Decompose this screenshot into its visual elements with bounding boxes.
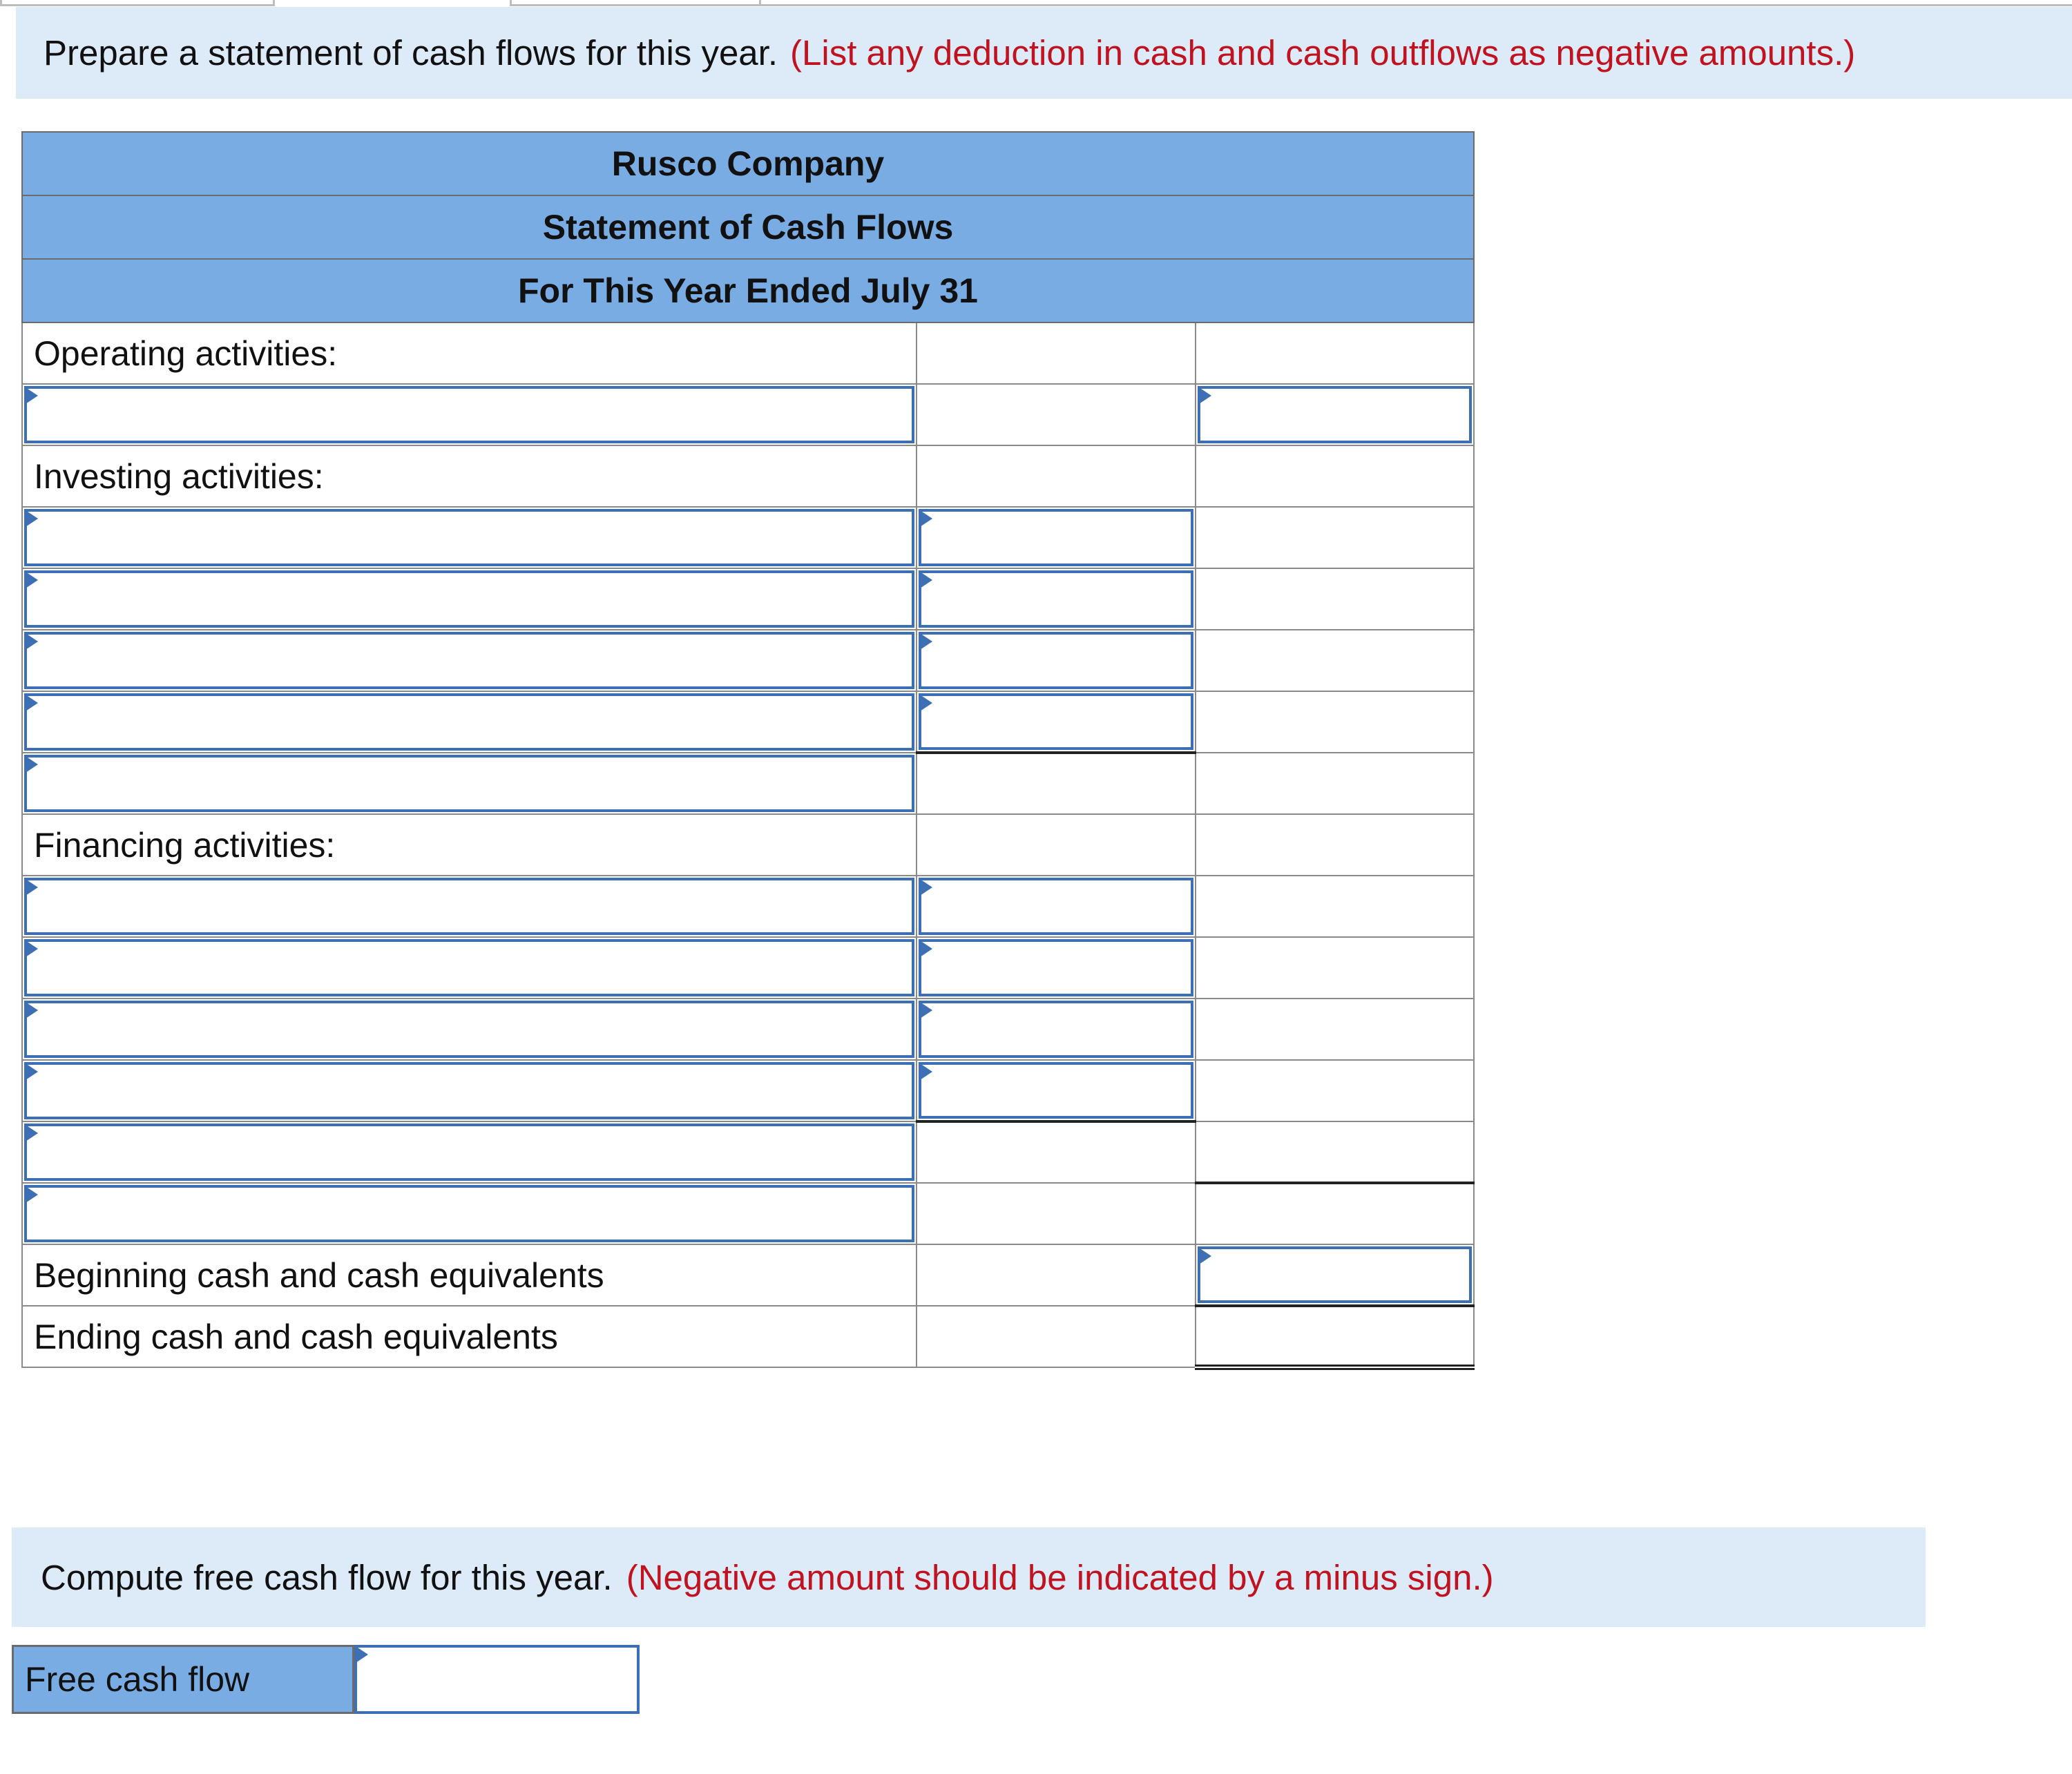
ending-cash-row [22, 1306, 1474, 1367]
free-cash-flow-instructions [12, 1527, 1926, 1627]
investing-input-row [22, 568, 1474, 630]
free-cash-flow-row [12, 1645, 640, 1714]
financing-input-row [22, 1060, 1474, 1121]
financing-amount-cell [917, 999, 1196, 1060]
empty-cell [1196, 691, 1474, 753]
tab-edge[interactable] [510, 0, 761, 6]
financing-item-cell [22, 937, 917, 999]
investing-amount-cell [917, 630, 1196, 691]
operating-input-row [22, 384, 1474, 445]
financing-amount-input[interactable] [919, 1001, 1193, 1058]
financing-amount-cell [917, 937, 1196, 999]
empty-cell [917, 753, 1196, 814]
beginning-cash-cell [1196, 1244, 1474, 1306]
empty-cell [1196, 753, 1474, 814]
financing-item-cell [22, 876, 917, 937]
statement-period: For This Year Ended July 31 [22, 259, 1474, 322]
financing-item-dropdown[interactable] [24, 1062, 914, 1119]
empty-cell [917, 445, 1196, 507]
financing-item-dropdown[interactable] [24, 939, 914, 996]
financing-input-row [22, 876, 1474, 937]
statement-instruction-text: Prepare a statement of cash flows for this year. [44, 33, 778, 73]
financing-total-dropdown[interactable] [24, 1124, 914, 1181]
investing-amount-input[interactable] [919, 509, 1193, 566]
investing-item-cell [22, 630, 917, 691]
investing-total-item-cell [22, 753, 917, 814]
financing-total-item-cell [22, 1121, 917, 1183]
cash-flow-statement-table [21, 131, 1475, 1370]
tab-edge [757, 0, 2072, 6]
statement-instructions [16, 7, 2072, 99]
investing-item-dropdown[interactable] [24, 570, 914, 628]
header-row-period [22, 259, 1474, 322]
empty-cell [1196, 814, 1474, 876]
beginning-cash-label: Beginning cash and cash equivalents [22, 1244, 917, 1306]
investing-input-row [22, 507, 1474, 568]
empty-cell [1196, 322, 1474, 384]
empty-cell [917, 1121, 1196, 1183]
investing-amount-cell [917, 691, 1196, 753]
financing-input-row [22, 999, 1474, 1060]
investing-amount-cell [917, 507, 1196, 568]
investing-item-dropdown[interactable] [24, 693, 914, 751]
statement-title: Statement of Cash Flows [22, 195, 1474, 259]
operating-item-dropdown[interactable] [24, 386, 914, 443]
operating-activities-label: Operating activities: [22, 322, 917, 384]
ending-cash-cell [1196, 1306, 1474, 1367]
empty-cell [1196, 999, 1474, 1060]
statement-instruction-note: (List any deduction in cash and cash outflows as negative amounts.) [790, 33, 1856, 73]
investing-total-dropdown[interactable] [24, 755, 914, 812]
financing-amount-cell [917, 876, 1196, 937]
empty-cell [1196, 507, 1474, 568]
financing-section-row [22, 814, 1474, 876]
financing-amount-input[interactable] [919, 878, 1193, 935]
empty-cell [917, 1244, 1196, 1306]
investing-item-cell [22, 507, 917, 568]
investing-item-cell [22, 691, 917, 753]
investing-amount-cell [917, 568, 1196, 630]
empty-cell [1196, 1183, 1474, 1244]
financing-item-dropdown[interactable] [24, 878, 914, 935]
empty-cell [917, 1183, 1196, 1244]
header-row-company [22, 132, 1474, 195]
ending-cash-label: Ending cash and cash equivalents [22, 1306, 917, 1367]
financing-item-dropdown[interactable] [24, 1001, 914, 1058]
header-row-title [22, 195, 1474, 259]
financing-item-cell [22, 999, 917, 1060]
investing-amount-input[interactable] [919, 693, 1193, 750]
empty-cell [1196, 1121, 1474, 1183]
empty-cell [917, 814, 1196, 876]
empty-cell [1196, 937, 1474, 999]
operating-total-input[interactable] [1198, 386, 1472, 443]
financing-amount-cell [917, 1060, 1196, 1121]
net-change-dropdown[interactable] [24, 1185, 914, 1242]
empty-cell [917, 1306, 1196, 1367]
beginning-cash-input[interactable] [1198, 1246, 1472, 1303]
net-change-row [22, 1183, 1474, 1244]
investing-item-dropdown[interactable] [24, 509, 914, 566]
empty-cell [917, 384, 1196, 445]
top-tab-strip [0, 0, 2072, 7]
financing-amount-input[interactable] [919, 1062, 1193, 1119]
investing-amount-input[interactable] [919, 632, 1193, 689]
net-change-item-cell [22, 1183, 917, 1244]
free-cash-flow-label: Free cash flow [12, 1645, 354, 1714]
investing-total-row [22, 753, 1474, 814]
financing-activities-label: Financing activities: [22, 814, 917, 876]
investing-input-row [22, 630, 1474, 691]
fcf-instruction-note: (Negative amount should be indicated by a minus sign.) [626, 1557, 1494, 1597]
investing-item-dropdown[interactable] [24, 632, 914, 689]
empty-cell [917, 322, 1196, 384]
financing-input-row [22, 937, 1474, 999]
investing-amount-input[interactable] [919, 570, 1193, 628]
free-cash-flow-input[interactable] [354, 1645, 640, 1714]
fcf-instruction-text: Compute free cash flow for this year. [41, 1557, 613, 1597]
empty-cell [1196, 568, 1474, 630]
operating-section-row [22, 322, 1474, 384]
company-name: Rusco Company [22, 132, 1474, 195]
empty-cell [1196, 876, 1474, 937]
investing-input-row [22, 691, 1474, 753]
financing-total-row [22, 1121, 1474, 1183]
tab-edge[interactable] [0, 0, 275, 6]
financing-amount-input[interactable] [919, 939, 1193, 996]
empty-cell [1196, 445, 1474, 507]
investing-activities-label: Investing activities: [22, 445, 917, 507]
operating-total-cell [1196, 384, 1474, 445]
investing-section-row [22, 445, 1474, 507]
beginning-cash-row [22, 1244, 1474, 1306]
empty-cell [1196, 1060, 1474, 1121]
financing-item-cell [22, 1060, 917, 1121]
operating-item-cell [22, 384, 917, 445]
investing-item-cell [22, 568, 917, 630]
empty-cell [1196, 630, 1474, 691]
